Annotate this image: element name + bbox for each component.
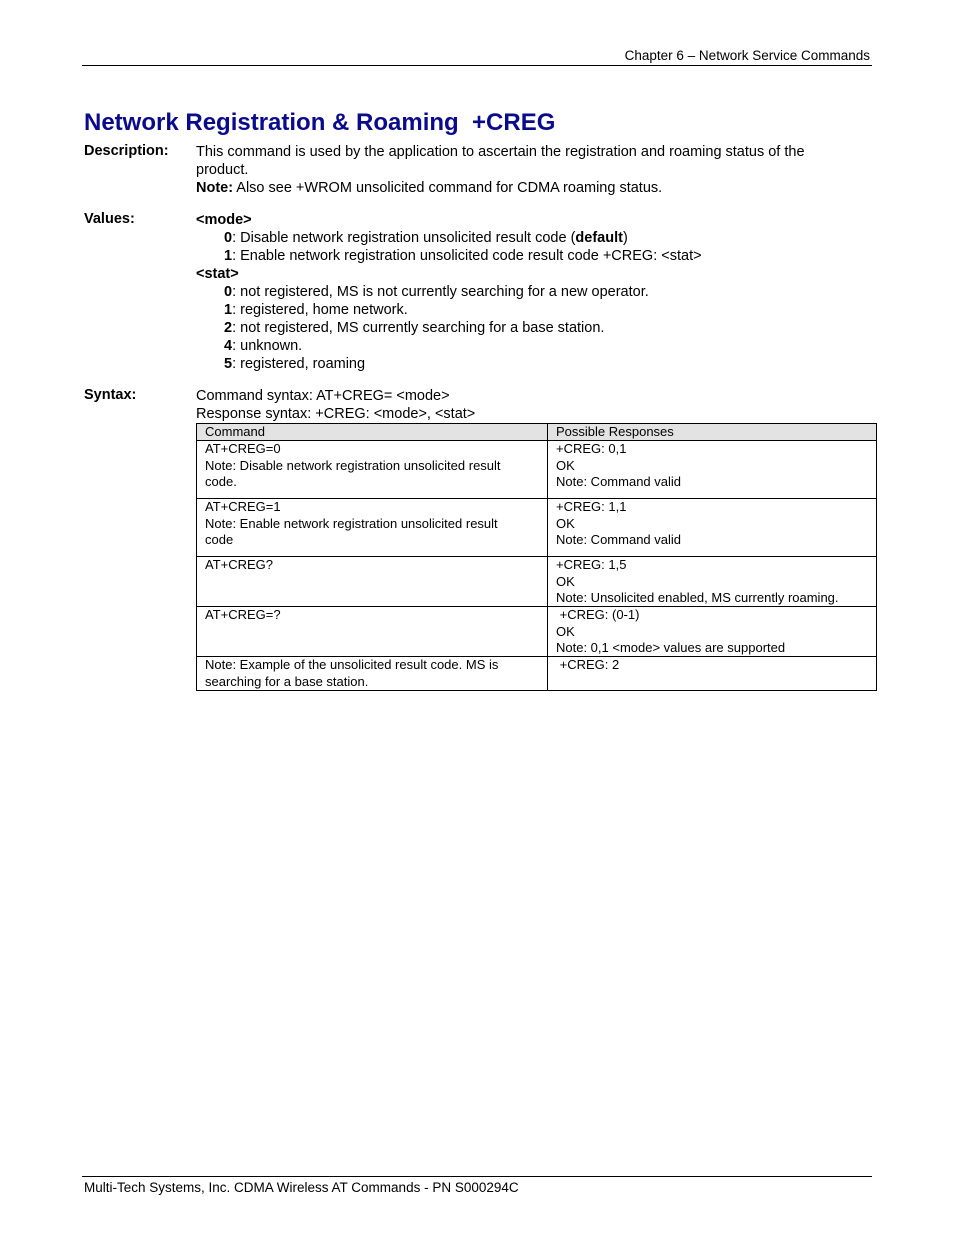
page-footer-text: Multi-Tech Systems, Inc. CDMA Wireless AT Commands - PN S000294C — [84, 1180, 519, 1195]
page-header-text: Chapter 6 – Network Service Commands — [624, 48, 870, 63]
stat-item: 1: registered, home network. — [224, 302, 408, 318]
description-body — [196, 143, 836, 197]
column-header-responses: Possible Responses — [548, 424, 877, 441]
mode-heading: <mode> — [196, 212, 252, 228]
mode-item: 0: Disable network registration unsolicited result code (default) — [224, 230, 628, 246]
stat-heading: <stat> — [196, 266, 239, 282]
header-rule — [82, 65, 872, 66]
response-cell: +CREG: 0,1 OK Note: Command valid — [548, 441, 877, 499]
stat-item: 2: not registered, MS currently searching for a base station. — [224, 320, 605, 336]
stat-item: 0: not registered, MS is not currently searching for a new operator. — [224, 284, 649, 300]
command-syntax: Command syntax: AT+CREG= <mode> — [196, 388, 450, 404]
values-label: Values: — [84, 211, 135, 227]
table-row — [197, 499, 877, 557]
command-cell: Note: Example of the unsolicited result code. MS is searching for a base station. — [197, 657, 548, 691]
page-title: Network Registration & Roaming +CREG — [84, 109, 556, 136]
table-header-row — [197, 424, 877, 441]
column-header-command: Command — [197, 424, 548, 441]
table-row — [197, 607, 877, 657]
response-cell: +CREG: 1,1 OK Note: Command valid — [548, 499, 877, 557]
stat-item: 4: unknown. — [224, 338, 303, 354]
table-row — [197, 557, 877, 607]
note-text: Also see +WROM unsolicited command for CDMA roaming status. — [233, 180, 663, 196]
mode-item: 1: Enable network registration unsolicited code result code +CREG: <stat> — [224, 248, 702, 264]
response-cell: +CREG: (0-1) OK Note: 0,1 <mode> values are supported — [548, 607, 877, 657]
values-body — [196, 211, 856, 373]
table-row — [197, 441, 877, 499]
note-label: Note: — [196, 180, 234, 196]
command-cell: AT+CREG? — [197, 557, 548, 607]
description-label: Description: — [84, 143, 169, 159]
response-cell: +CREG: 2 — [548, 657, 877, 691]
response-syntax: Response syntax: +CREG: <mode>, <stat> — [196, 406, 476, 422]
command-cell: AT+CREG=1 Note: Enable network registration unsolicited result code — [197, 499, 548, 557]
description-text: This command is used by the application to ascertain the registration and roaming status of the product. — [196, 144, 805, 178]
table-row — [197, 657, 877, 691]
command-cell: AT+CREG=? — [197, 607, 548, 657]
response-cell: +CREG: 1,5 OK Note: Unsolicited enabled, MS currently roaming. — [548, 557, 877, 607]
description-note — [196, 179, 836, 197]
commands-table — [196, 423, 877, 691]
footer-rule — [82, 1176, 872, 1177]
syntax-label: Syntax: — [84, 387, 137, 403]
stat-item: 5: registered, roaming — [224, 356, 366, 372]
syntax-body — [196, 387, 856, 423]
command-cell: AT+CREG=0 Note: Disable network registration unsolicited result code. — [197, 441, 548, 499]
